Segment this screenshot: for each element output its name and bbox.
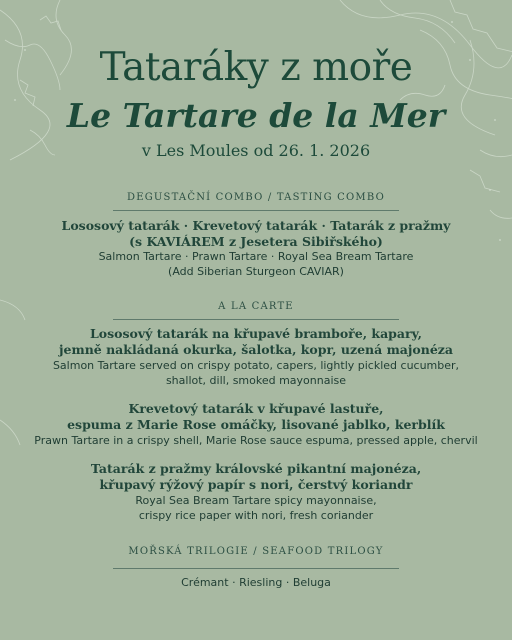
divider (113, 210, 399, 211)
section-title-a-la-carte: A LA CARTE (218, 301, 294, 312)
page-subtitle-french: Le Tartare de la Mer (66, 96, 446, 135)
divider (113, 319, 399, 320)
dish-salmon-english: Salmon Tartare served on crispy potato, capers, lightly pickled cucumber, shallot, dill, smoked mayonnaise (52, 359, 460, 387)
divider (113, 568, 399, 569)
dish-salmon-czech: Lososový tatarák na křupavé bramboře, kapary, jemně nakládaná okurka, šalotka, kopr, uzená majonéza (59, 326, 453, 357)
dish-prawn-english: Prawn Tartare in a crispy shell, Marie Rose sauce espuma, pressed apple, chervil (34, 434, 478, 447)
dish-prawn-czech: Krevetový tatarák v křupavé lastuře, espuma z Marie Rose omáčky, lisované jablko, kerblík (67, 401, 445, 432)
tasting-combo-czech: Lososový tatarák · Krevetový tatarák · Tatarák z pražmy (s KAVIÁREM z Jesetera Sibiřského) (61, 218, 451, 249)
dish-sea-bream-czech: Tatarák z pražmy královské pikantní majonéza, křupavý rýžový papír s nori, čerstvý koriandr (90, 461, 422, 492)
dish-sea-bream-english: Royal Sea Bream Tartare spicy mayonnaise, crispy rice paper with nori, fresh coriander (135, 494, 377, 522)
date-line: v Les Moules od 26. 1. 2026 (141, 141, 371, 160)
tasting-combo-english: Salmon Tartare · Prawn Tartare · Royal Sea Bream Tartare (Add Siberian Sturgeon CAVIAR) (98, 250, 414, 278)
section-title-tasting: DEGUSTAČNÍ COMBO / TASTING COMBO (127, 192, 385, 203)
trilogy-items: Crémant · Riesling · Beluga (181, 576, 331, 589)
page-title: Tataráky z moře (99, 45, 413, 90)
section-title-trilogy: MOŘSKÁ TRILOGIE / SEAFOOD TRILOGY (128, 546, 384, 557)
